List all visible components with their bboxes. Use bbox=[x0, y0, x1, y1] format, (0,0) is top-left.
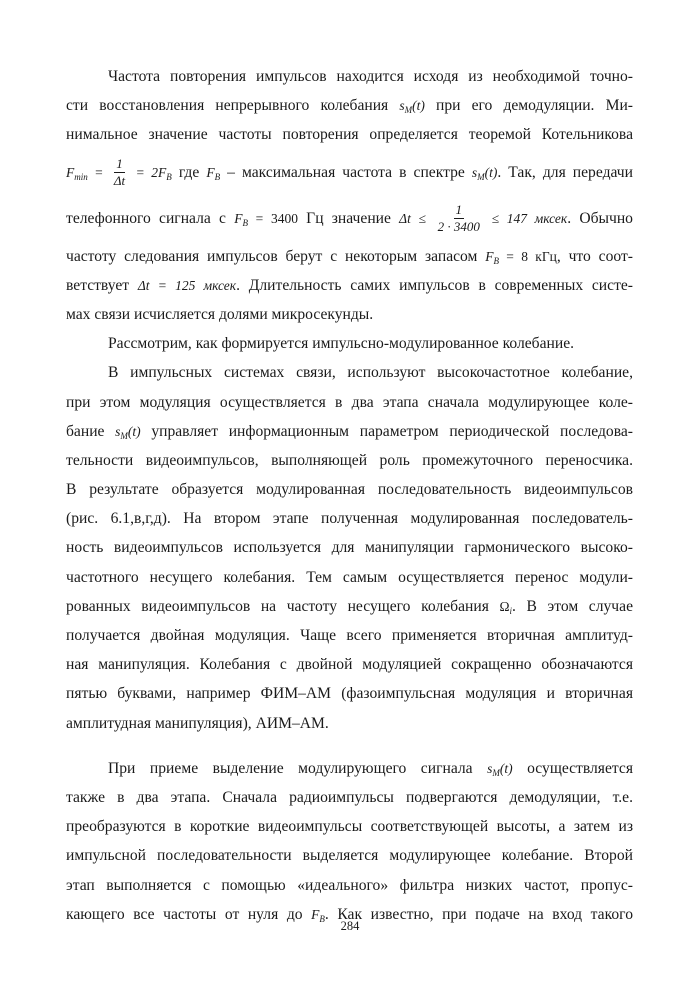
text-line: сти восстановления непрерывного колебания $s_M(t)$ при его демодуляции. Ми- bbox=[66, 97, 633, 116]
formula-line: телефонного сигнала с $F_B = 3400$ Гц значение Δt ≤ $\frac{1}{2 \cdot 3400}$ ≤ 147 мксек. Обычно bbox=[66, 202, 633, 235]
text-line: ность видеоимпульсов используется для манипуляции гармонического высоко- bbox=[66, 539, 633, 557]
page-number: 284 bbox=[340, 919, 360, 933]
paragraph-gap bbox=[66, 738, 633, 754]
body-text bbox=[66, 62, 633, 929]
text-line: В импульсных системах связи, используют высокочастотное колебание, bbox=[108, 364, 633, 382]
text-line: ветствует Δt = 125 мксек. Длительность самих импульсов в современных систе- bbox=[66, 276, 633, 294]
text-line: частотного несущего колебания. Тем самым осуществляется перенос модули- bbox=[66, 568, 633, 586]
text-line: Частота повторения импульсов находится исходя из необходимой точно- bbox=[108, 68, 633, 85]
text-line: (рис. 6.1,в,г,д). На втором этапе полученная модулированная последователь- bbox=[66, 510, 633, 528]
text-line: В результате образуется модулированная последовательность видеоимпульсов bbox=[66, 481, 633, 499]
fraction: $\frac{1}{\Delta t}$ bbox=[113, 156, 126, 189]
text-line: нимальное значение частоты повторения определяется теоремой Котельникова bbox=[66, 126, 633, 144]
fraction: $\frac{1}{2 \cdot 3400}$ bbox=[437, 202, 480, 235]
text-line: получается двойная модуляция. Чаще всего применяется вторичная амплитуд- bbox=[66, 627, 633, 644]
text-line: также в два этапа. Сначала радиоимпульсы подвергаются демодуляции, т.е. bbox=[66, 788, 633, 806]
text-line: Рассмотрим, как формируется импульсно-модулированное колебание. bbox=[108, 335, 575, 353]
text-line: ная манипуляция. Колебания с двойной модуляцией сокращенно обозначаются bbox=[66, 656, 633, 674]
text-line: мах связи исчисляется долями микросекунды. bbox=[66, 305, 374, 323]
formula-line: $F_{min}$ = $\frac{1}{\Delta t}$ = $2F_B$ где $F_B$ – максимальная частота в спектре $s_M(t)$. Так, для передачи bbox=[66, 156, 633, 189]
text-line: преобразуются в короткие видеоимпульсы соответствующей высоты, а затем из bbox=[66, 818, 633, 836]
text-line: этап выполняется с помощью «идеального» фильтра низких частот, пропус- bbox=[66, 876, 633, 894]
text-line: тельности видеоимпульсов, выполняющей роль промежуточного переносчика. bbox=[66, 451, 633, 469]
text-line: кающего все частоты от нуля до $F_B$. Как известно, при подаче на вход такого bbox=[66, 905, 633, 924]
text-line: рованных видеоимпульсов на частоту несущего колебания $\Omega_i$. В этом случае bbox=[66, 597, 633, 616]
text-line: При приеме выделение модулирующего сигнала $s_M(t)$ осуществляется bbox=[108, 759, 634, 778]
text-line: частоту следования импульсов берут с некоторым запасом $F_B = 8$ кГц, что соот- bbox=[66, 247, 633, 266]
text-line: амплитудная манипуляция), АИМ–АМ. bbox=[66, 714, 329, 732]
text-line: бание $s_M(t)$ управляет информационным параметром периодической последова- bbox=[66, 422, 633, 441]
text-line: пятью буквами, например ФИМ–АМ (фазоимпульсная модуляция и вторичная bbox=[66, 685, 633, 703]
text-line: при этом модуляция осуществляется в два этапа сначала модулирующее коле- bbox=[66, 393, 633, 411]
text-line: импульсной последовательности выделяется модулирующее колебание. Второй bbox=[66, 847, 633, 865]
